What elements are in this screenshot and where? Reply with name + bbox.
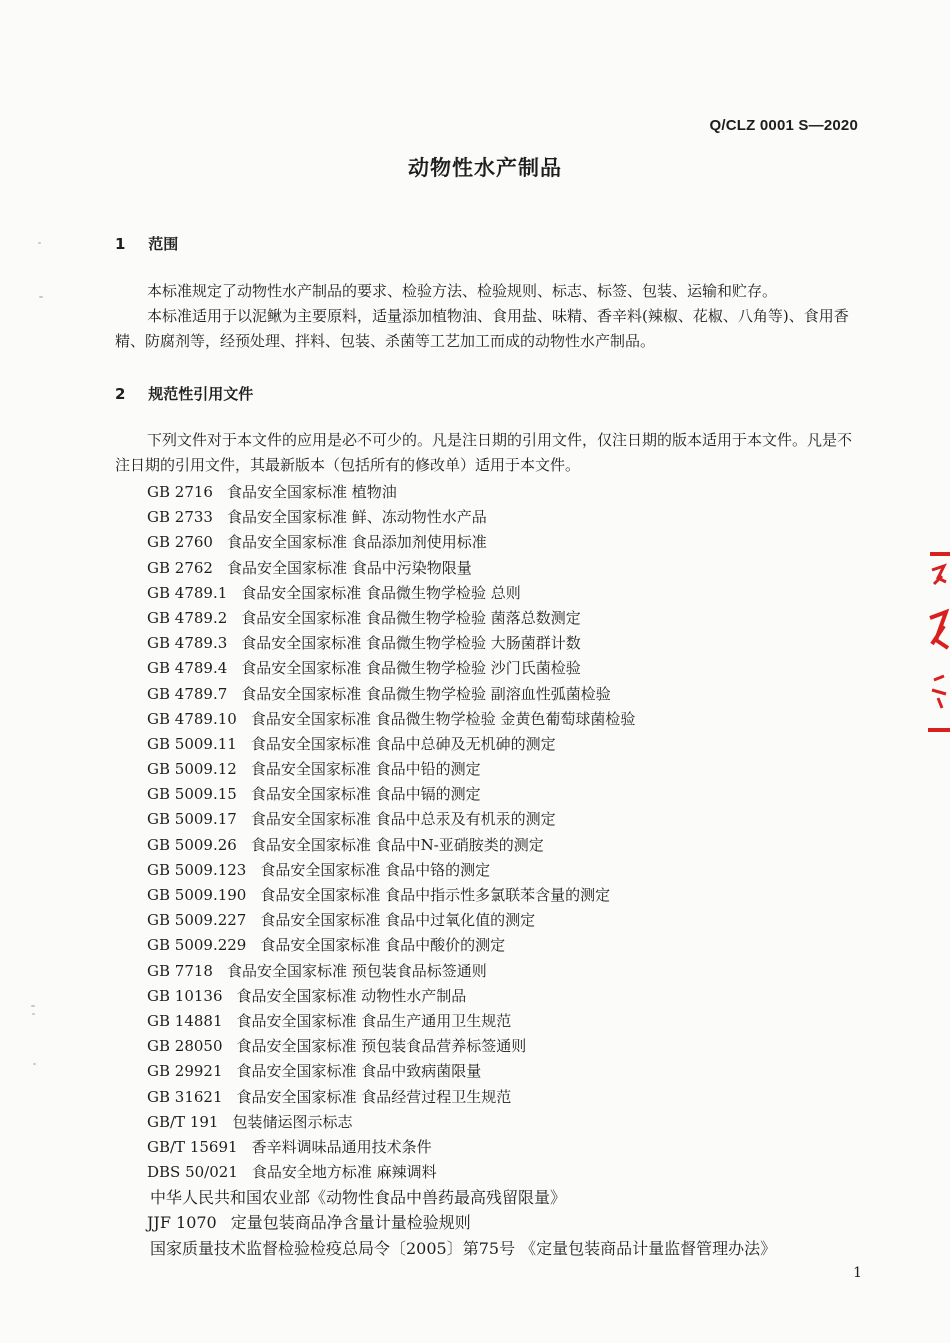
reference-list bbox=[147, 480, 776, 1261]
reference-title: 中华人民共和国农业部《动物性食品中兽药最高残留限量》 bbox=[150, 1188, 567, 1208]
reference-code: GB 5009.229 bbox=[147, 936, 247, 955]
reference-code: GB 14881 bbox=[147, 1011, 223, 1030]
reference-title: 食品安全国家标准 动物性水产制品 bbox=[236, 986, 467, 1005]
reference-title: 食品安全国家标准 食品微生物学检验 大肠菌群计数 bbox=[241, 634, 581, 653]
reference-item bbox=[147, 505, 776, 530]
section-number: 1 bbox=[115, 235, 126, 253]
reference-item bbox=[147, 656, 776, 681]
reference-code: GB 5009.11 bbox=[147, 734, 237, 753]
paragraph: 本标准规定了动物性水产制品的要求、检验方法、检验规则、标志、标签、包装、运输和贮存。 bbox=[147, 282, 778, 300]
paragraph: 本标准适用于以泥鳅为主要原料，适量添加植物油、食用盐、味精、香辛料(辣椒、花椒、八角等)、食用香精、防腐剂等，经预处理、拌料、包装、杀菌等工艺加工而成的动物性水产制品。 bbox=[115, 307, 849, 350]
scan-speck bbox=[32, 1013, 35, 1015]
scan-speck bbox=[31, 1005, 35, 1007]
reference-item bbox=[147, 581, 776, 606]
paragraph: 下列文件对于本文件的应用是必不可少的。凡是注日期的引用文件，仅注日期的版本适用于本文件。凡是不注日期的引用文件，其最新版本（包括所有的修改单）适用于本文件。 bbox=[115, 431, 853, 474]
reference-code: GB 4789.1 bbox=[147, 583, 228, 602]
reference-item bbox=[147, 1110, 776, 1135]
section-title: 规范性引用文件 bbox=[148, 385, 254, 403]
reference-code: GB 5009.123 bbox=[147, 860, 247, 879]
reference-item bbox=[147, 606, 776, 631]
section-references-body bbox=[115, 428, 860, 478]
reference-title: 食品安全国家标准 食品中致病菌限量 bbox=[236, 1062, 482, 1081]
reference-item bbox=[147, 858, 776, 883]
reference-item bbox=[147, 480, 776, 505]
scan-speck bbox=[38, 242, 41, 244]
reference-code: GB 4789.10 bbox=[147, 709, 237, 728]
reference-item bbox=[147, 807, 776, 832]
reference-code: GB 4789.2 bbox=[147, 608, 228, 627]
reference-title: 食品安全国家标准 食品微生物学检验 菌落总数测定 bbox=[241, 608, 581, 627]
reference-item bbox=[147, 883, 776, 908]
reference-title: 定量包装商品净含量计量检验规则 bbox=[230, 1213, 471, 1233]
reference-item bbox=[147, 1059, 776, 1084]
reference-item bbox=[147, 556, 776, 581]
reference-title: 食品安全国家标准 食品经营过程卫生规范 bbox=[236, 1087, 512, 1106]
reference-title: 食品安全国家标准 食品中镉的测定 bbox=[250, 785, 481, 804]
reference-code: GB 29921 bbox=[147, 1062, 223, 1081]
reference-code: GB 5009.190 bbox=[147, 886, 247, 904]
reference-item bbox=[147, 682, 776, 707]
reference-title: 食品安全国家标准 食品中总汞及有机汞的测定 bbox=[250, 810, 556, 829]
document-title: 动物性水产制品 bbox=[408, 156, 562, 180]
reference-item bbox=[147, 732, 776, 757]
reference-item bbox=[147, 984, 776, 1009]
reference-code: GB 31621 bbox=[147, 1087, 223, 1106]
section-heading-normative-references bbox=[115, 383, 253, 404]
reference-code: GB 10136 bbox=[147, 986, 223, 1005]
reference-title: 食品安全国家标准 食品中指示性多氯联苯含量的测定 bbox=[260, 886, 611, 904]
reference-code: JJF 1070 bbox=[147, 1213, 217, 1233]
reference-code: GB 5009.15 bbox=[147, 785, 237, 804]
reference-title: 包装储运图示标志 bbox=[232, 1112, 353, 1131]
scan-speck bbox=[39, 296, 43, 298]
reference-title: 食品安全国家标准 食品中铅的测定 bbox=[250, 760, 481, 779]
red-seal-stamp-fragment bbox=[924, 548, 950, 738]
reference-code: GB 5009.12 bbox=[147, 760, 237, 779]
reference-title: 食品安全国家标准 食品微生物学检验 副溶血性弧菌检验 bbox=[241, 684, 611, 703]
reference-code: GB 7718 bbox=[147, 961, 213, 980]
reference-title: 食品安全国家标准 鲜、冻动物性水产品 bbox=[226, 508, 487, 527]
reference-title: 食品安全地方标准 麻辣调料 bbox=[251, 1163, 437, 1182]
reference-item bbox=[147, 1009, 776, 1034]
reference-code: GB 28050 bbox=[147, 1037, 223, 1056]
reference-code: GB 2716 bbox=[147, 483, 213, 501]
reference-title: 食品安全国家标准 食品微生物学检验 总则 bbox=[241, 583, 521, 602]
section-scope-body bbox=[115, 279, 860, 354]
reference-item bbox=[147, 908, 776, 933]
reference-item bbox=[147, 959, 776, 984]
reference-item bbox=[147, 631, 776, 656]
reference-code: GB 4789.4 bbox=[147, 659, 228, 678]
reference-code: GB 2762 bbox=[147, 558, 213, 577]
page-number: 1 bbox=[853, 1265, 862, 1281]
reference-code: GB/T 191 bbox=[147, 1112, 219, 1131]
reference-title: 食品安全国家标准 食品中过氧化值的测定 bbox=[260, 911, 536, 930]
reference-code: GB 2760 bbox=[147, 533, 213, 552]
reference-title: 食品安全国家标准 食品添加剂使用标准 bbox=[226, 533, 487, 552]
reference-title: 食品安全国家标准 食品中污染物限量 bbox=[226, 558, 472, 577]
reference-item bbox=[147, 1135, 776, 1160]
reference-code: GB 2733 bbox=[147, 508, 213, 527]
reference-title: 食品安全国家标准 食品中总砷及无机砷的测定 bbox=[250, 734, 556, 753]
reference-code: GB 5009.227 bbox=[147, 911, 247, 930]
reference-item bbox=[147, 757, 776, 782]
reference-item bbox=[147, 1236, 776, 1261]
reference-item bbox=[147, 1160, 776, 1185]
reference-title: 食品安全国家标准 预包装食品标签通则 bbox=[226, 961, 487, 980]
reference-title: 国家质量技术监督检验检疫总局令〔2005〕第75号 《定量包装商品计量监督管理办法》 bbox=[150, 1238, 777, 1258]
section-heading-scope bbox=[115, 233, 178, 254]
reference-item bbox=[147, 833, 776, 858]
reference-item bbox=[147, 707, 776, 732]
reference-title: 食品安全国家标准 植物油 bbox=[226, 483, 397, 501]
document-number: Q/CLZ 0001 S—2020 bbox=[709, 117, 858, 134]
reference-code: GB 5009.17 bbox=[147, 810, 237, 829]
reference-code: GB/T 15691 bbox=[147, 1137, 238, 1156]
reference-item bbox=[147, 530, 776, 555]
reference-item bbox=[147, 1085, 776, 1110]
reference-item bbox=[147, 782, 776, 807]
reference-item bbox=[147, 933, 776, 958]
section-title: 范围 bbox=[148, 235, 179, 253]
reference-title: 食品安全国家标准 食品中铬的测定 bbox=[260, 860, 491, 879]
reference-item bbox=[147, 1210, 776, 1235]
reference-title: 食品安全国家标准 食品生产通用卫生规范 bbox=[236, 1011, 512, 1030]
reference-title: 食品安全国家标准 食品中酸价的测定 bbox=[260, 936, 506, 955]
reference-code: GB 4789.7 bbox=[147, 684, 228, 703]
reference-code: GB 5009.26 bbox=[147, 835, 237, 854]
reference-item bbox=[147, 1034, 776, 1059]
reference-title: 香辛料调味品通用技术条件 bbox=[251, 1137, 432, 1156]
reference-title: 食品安全国家标准 预包装食品营养标签通则 bbox=[236, 1037, 527, 1056]
reference-item bbox=[147, 1185, 776, 1210]
scan-speck bbox=[33, 1063, 36, 1065]
reference-code: GB 4789.3 bbox=[147, 634, 228, 653]
section-number: 2 bbox=[115, 385, 126, 403]
reference-title: 食品安全国家标准 食品微生物学检验 金黄色葡萄球菌检验 bbox=[250, 709, 636, 728]
reference-title: 食品安全国家标准 食品微生物学检验 沙门氏菌检验 bbox=[241, 659, 581, 678]
reference-code: DBS 50/021 bbox=[147, 1163, 238, 1182]
reference-title: 食品安全国家标准 食品中N-亚硝胺类的测定 bbox=[250, 835, 544, 854]
